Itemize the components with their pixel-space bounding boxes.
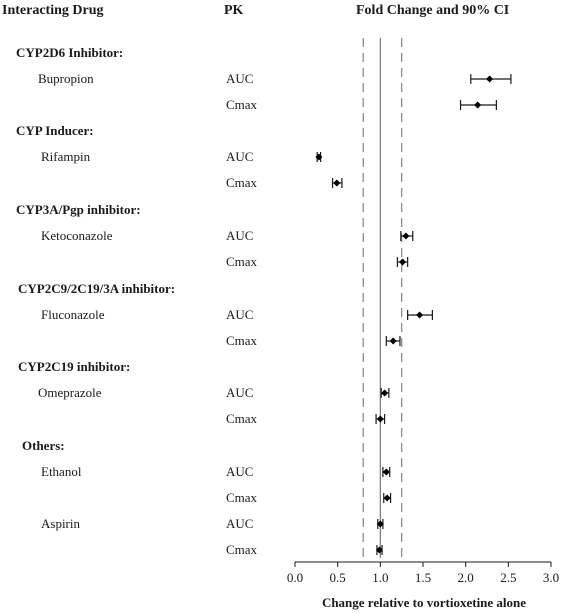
estimate-point: [399, 259, 406, 266]
drug-label: Aspirin: [41, 516, 80, 531]
x-axis-label: Change relative to vortioxetine alone: [321, 595, 527, 610]
pk-label: Cmax: [226, 254, 258, 269]
estimate-point: [486, 76, 493, 83]
row-labels: [16, 45, 258, 557]
estimate-point: [315, 154, 322, 161]
estimate-point: [377, 416, 384, 423]
estimate-point: [416, 312, 423, 319]
pk-label: Cmax: [226, 542, 258, 557]
drug-label: Bupropion: [38, 71, 94, 86]
header-interacting-drug: Interacting Drug: [2, 3, 104, 18]
group-label: Others:: [22, 438, 65, 453]
group-label: CYP2C9/2C19/3A inhibitor:: [18, 281, 176, 296]
x-tick-label: 0.5: [329, 570, 346, 585]
pk-label: AUC: [226, 516, 254, 531]
pk-label: AUC: [226, 71, 254, 86]
group-label: CYP2C19 inhibitor:: [18, 359, 131, 374]
group-label: CYP2D6 Inhibitor:: [16, 45, 124, 60]
x-tick-label: 1.5: [414, 570, 432, 585]
pk-label: AUC: [226, 228, 254, 243]
estimate-point: [474, 102, 481, 109]
data-marks: [315, 74, 510, 555]
x-tick-label: 2.5: [500, 570, 517, 585]
x-tick-label: 0.0: [286, 570, 304, 585]
estimate-point: [381, 390, 388, 397]
header-pk: PK: [224, 3, 244, 18]
x-tick-label: 3.0: [542, 570, 560, 585]
x-tick-label: 1.0: [372, 570, 389, 585]
pk-label: AUC: [226, 464, 254, 479]
estimate-point: [384, 495, 391, 502]
estimate-point: [390, 338, 397, 345]
group-label: CYP3A/Pgp inhibitor:: [16, 202, 141, 217]
drug-label: Omeprazole: [38, 385, 102, 400]
header-ci: Fold Change and 90% CI: [356, 3, 510, 18]
estimate-point: [383, 469, 390, 476]
drug-label: Ketoconazole: [41, 228, 113, 243]
x-tick-label: 2.0: [457, 570, 474, 585]
pk-label: Cmax: [226, 175, 258, 190]
pk-label: Cmax: [226, 333, 258, 348]
pk-label: Cmax: [226, 490, 258, 505]
group-label: CYP Inducer:: [16, 123, 94, 138]
pk-label: Cmax: [226, 411, 258, 426]
reference-lines: [363, 38, 401, 558]
pk-label: AUC: [226, 149, 254, 164]
x-axis: [287, 562, 559, 585]
drug-label: Fluconazole: [41, 307, 105, 322]
estimate-point: [402, 233, 409, 240]
pk-label: Cmax: [226, 97, 258, 112]
pk-label: AUC: [226, 385, 254, 400]
pk-label: AUC: [226, 307, 254, 322]
drug-label: Ethanol: [41, 464, 82, 479]
estimate-point: [333, 180, 340, 187]
drug-label: Rifampin: [41, 149, 91, 164]
